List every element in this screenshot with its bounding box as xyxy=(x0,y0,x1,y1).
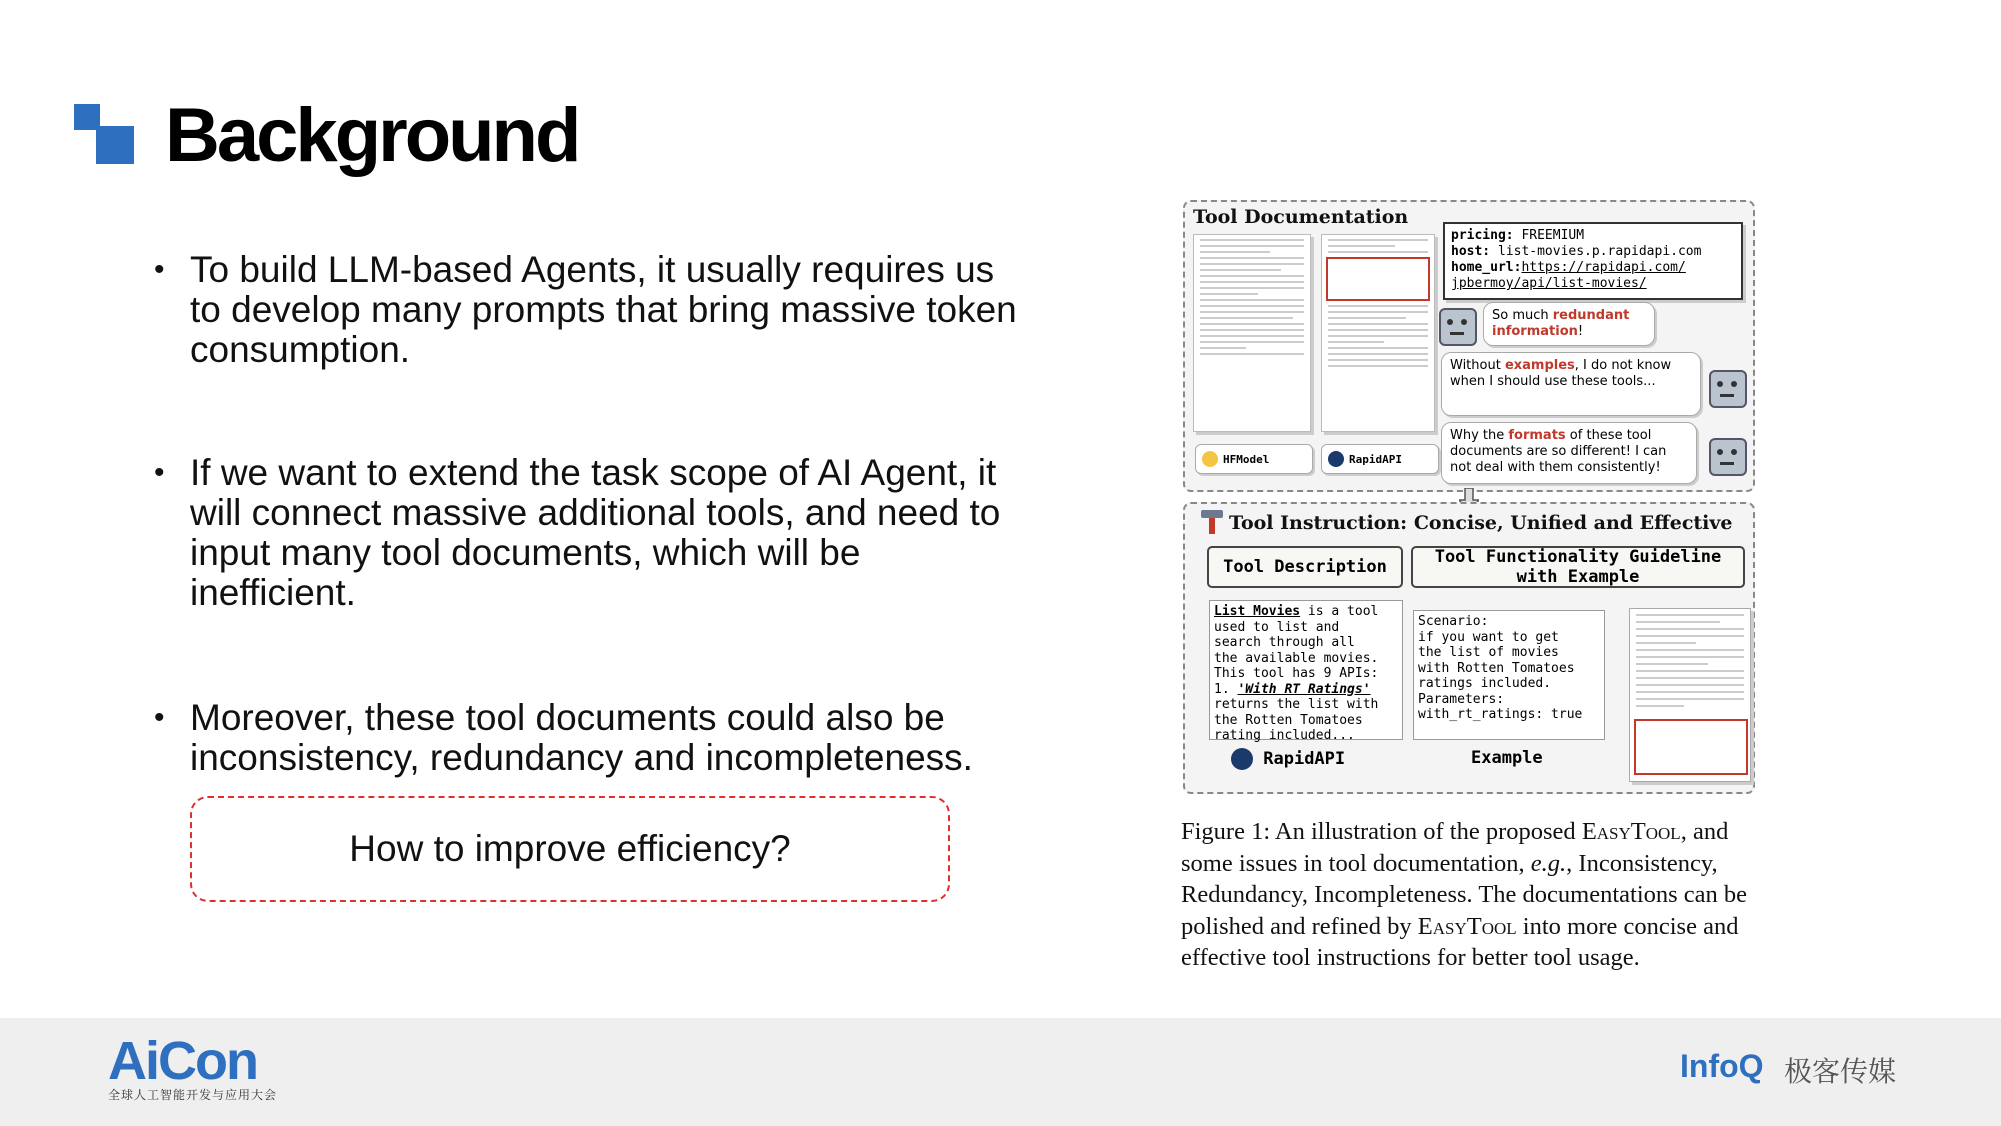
rapidapi-logo-icon xyxy=(1328,451,1344,467)
robot-icon xyxy=(1709,438,1747,476)
source-rapidapi-badge: RapidAPI xyxy=(1321,444,1439,474)
source-hfmodel-badge: HFModel xyxy=(1195,444,1313,474)
tool-description-header: Tool Description xyxy=(1207,546,1403,588)
example-doc-thumbnail xyxy=(1629,608,1751,782)
scenario-text: Scenario: if you want to get the list of movies with Rotten Tomatoes ratings included. Parameters: with_rt_ratings: true xyxy=(1413,610,1605,740)
figure-caption: Figure 1: An illustration of the proposed EasyTool, and some issues in tool documentation, e.g., Inconsistency, Redundancy, Incompleteness. The documentations can be polished and refined by EasyTool into more concise and effective tool instructions for better tool usage. xyxy=(1181,818,1748,971)
bullet-item: • If we want to extend the task scope of AI Agent, it will connect massive additional tools, and need to input many tool documents, which will be inefficient. xyxy=(154,452,1001,613)
bullet-dot-icon: • xyxy=(154,253,165,286)
rapidapi-logo-icon xyxy=(1231,748,1253,770)
robot-icon xyxy=(1439,308,1477,346)
slide-title: Background xyxy=(165,93,579,178)
bullet-item: • To build LLM-based Agents, it usually requires us to develop many prompts that bring massive token consumption. xyxy=(154,249,1017,370)
aicon-logo: AiCon xyxy=(108,1031,257,1091)
panel-title: Tool Documentation xyxy=(1193,206,1409,228)
title-logo-mark xyxy=(74,104,134,164)
bullet-item: • Moreover, these tool documents could also be inconsistency, redundancy and incompleteness. xyxy=(154,697,973,778)
panel-title: Tool Instruction: Concise, Unified and Effective xyxy=(1229,512,1733,534)
rapidapi-footer-label: RapidAPI xyxy=(1231,748,1345,770)
bullet-dot-icon: • xyxy=(154,701,165,734)
tool-guideline-header: Tool Functionality Guideline with Example xyxy=(1411,546,1745,588)
aicon-subtitle: 全球人工智能开发与应用大会 xyxy=(108,1088,278,1102)
robot-icon xyxy=(1709,370,1747,408)
speech-bubble: Why the formats of these tool documents are so different! I can not deal with them consistently! xyxy=(1441,422,1697,484)
speech-bubble: Without examples, I do not know when I should use these tools... xyxy=(1441,352,1701,416)
hf-emoji-icon xyxy=(1202,451,1218,467)
tool-documentation-panel xyxy=(1183,200,1755,492)
question-callout: How to improve efficiency? xyxy=(190,796,950,902)
example-footer-label: Example xyxy=(1471,748,1543,768)
hammer-icon xyxy=(1199,508,1225,536)
document-thumbnail xyxy=(1321,234,1435,432)
speech-bubble: So much redundant information! xyxy=(1483,302,1655,346)
bullet-dot-icon: • xyxy=(154,456,165,489)
tool-description-text: List Movies is a tool used to list and search through all the available movies. This tool has 9 APIs: 1. 'With RT Ratings' returns the list with the Rotten Tomatoes rating included... xyxy=(1209,600,1403,740)
document-thumbnail xyxy=(1193,234,1311,432)
easytool-figure xyxy=(1183,200,1755,792)
infoq-logo: InfoQ xyxy=(1680,1048,1764,1084)
doc-info-box: pricing: FREEMIUM host: list-movies.p.rapidapi.com home_url:https://rapidapi.com/ jpbermoy/api/list-movies/ xyxy=(1443,222,1743,300)
infoq-subtitle: 极客传媒 xyxy=(1784,1056,1897,1087)
